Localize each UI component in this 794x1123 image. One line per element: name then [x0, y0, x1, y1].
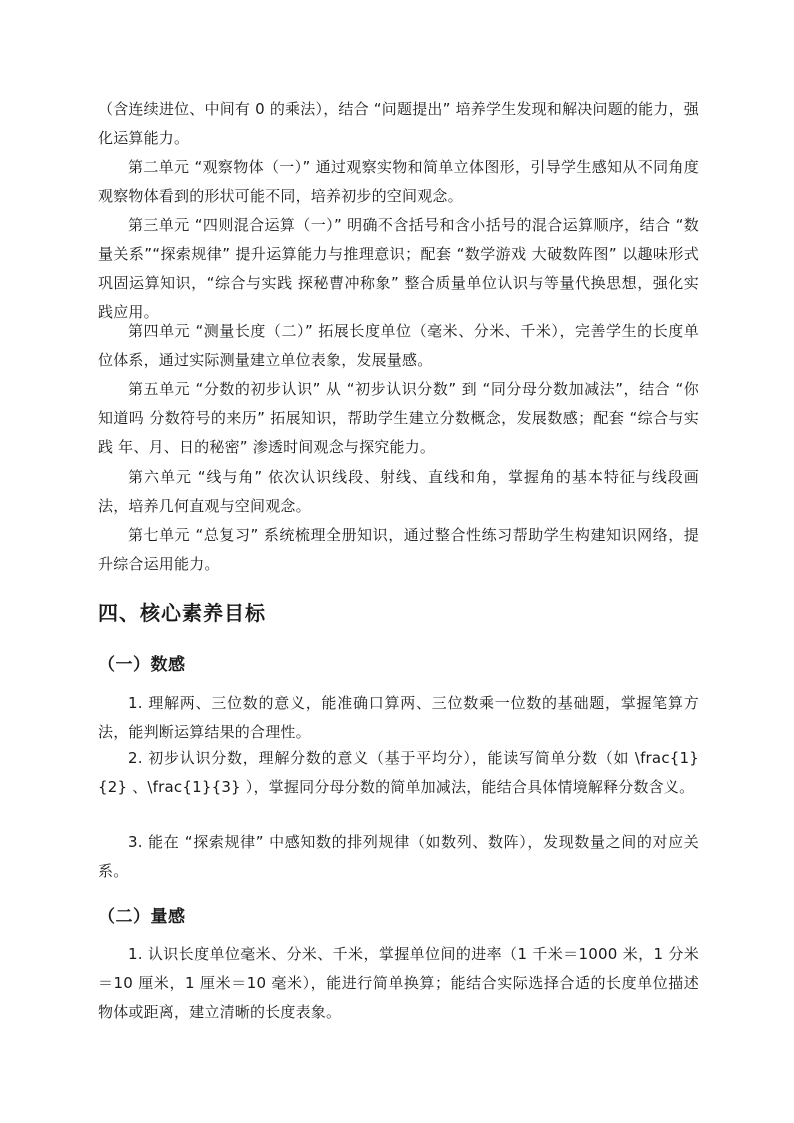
number-sense-item-3: 3. 能在 “探索规律” 中感知数的排列规律（如数列、数阵），发现数量之间的对应关系。 — [98, 833, 699, 880]
paragraph-unit-four: 第四单元 “测量长度（二）” 拓展长度单位（毫米、分米、千米），完善学生的长度单位体系，通过实际测量建立单位表象，发展量感。 — [98, 322, 699, 369]
section-heading-core-literacy: 四、核心素养目标 — [98, 601, 266, 625]
subheading-measurement-sense: （二）量感 — [98, 907, 186, 927]
number-sense-item-1: 1. 理解两、三位数的意义，能准确口算两、三位数乘一位数的基础题，掌握笔算方法，能判断运算结果的合理性。 — [98, 694, 699, 741]
subheading-number-sense: （一）数感 — [98, 655, 186, 675]
measurement-sense-item-1: 1. 认识长度单位毫米、分米、千米，掌握单位间的进率（1 千米＝1000 米，1 分米＝10 厘米，1 厘米＝10 毫米），能进行简单换算；能结合实际选择合适的长度单位描述物体或距离，建立清晰的长度表象。 — [98, 945, 699, 1021]
paragraph-unit-two: 第二单元 “观察物体（一）” 通过观察实物和简单立体图形，引导学生感知从不同角度观察物体看到的形状可能不同，培养初步的空间观念。 — [98, 158, 699, 205]
paragraph-unit-five: 第五单元 “分数的初步认识” 从 “初步认识分数” 到 “同分母分数加减法”，结合 “你知道吗 分数符号的来历” 拓展知识，帮助学生建立分数概念，发展数感；配套 “综合与实践 年、月、日的秘密” 渗透时间观念与探究能力。 — [98, 380, 699, 456]
paragraph-unit-seven: 第七单元 “总复习” 系统梳理全册知识，通过整合性练习帮助学生构建知识网络，提升综合运用能力。 — [98, 526, 699, 573]
paragraph-unit-six: 第六单元 “线与角” 依次认识线段、射线、直线和角，掌握角的基本特征与线段画法，培养几何直观与空间观念。 — [98, 468, 699, 515]
number-sense-item-2: 2. 初步认识分数，理解分数的意义（基于平均分），能读写简单分数（如 \frac{1}{2} 、\frac{1}{3} ），掌握同分母分数的简单加减法，能结合具体情境解释分数含义。 — [98, 749, 699, 796]
paragraph-unit-one-continuation: （含连续进位、中间有 0 的乘法），结合 “问题提出” 培养学生发现和解决问题的能力，强化运算能力。 — [98, 100, 699, 147]
paragraph-unit-three: 第三单元 “四则混合运算（一）” 明确不含括号和含小括号的混合运算顺序，结合 “数量关系”“探索规律” 提升运算能力与推理意识；配套 “数学游戏 大破数阵图” 以趣味形式巩固运算知识，“综合与实践 探秘曹冲称象” 整合质量单位认识与等量代换思想，强化实践应用。 — [98, 216, 699, 321]
